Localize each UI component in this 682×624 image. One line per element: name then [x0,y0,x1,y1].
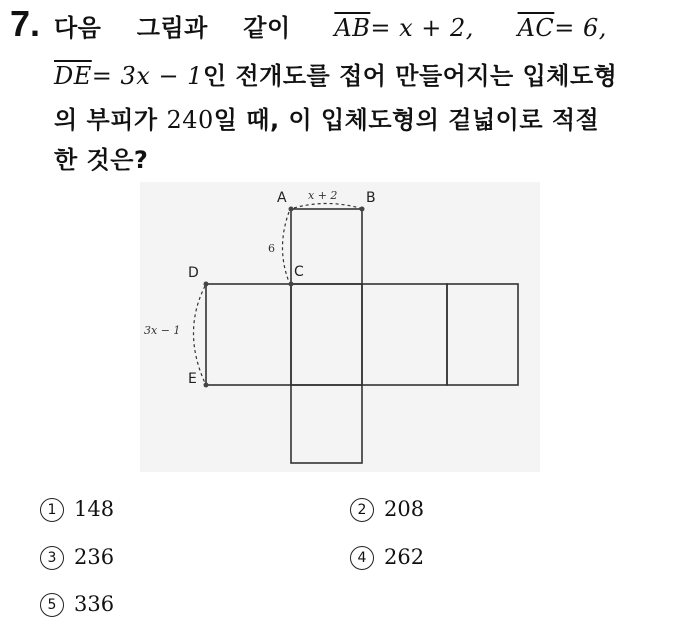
question-line-2 [54,56,617,91]
label-d: D [188,265,199,281]
segment-ac-expr: = 6, [554,14,607,42]
question-line-3-b: 일 때, 이 입체도형의 겉넓이로 적절 [213,106,600,134]
choice-3-value: 236 [74,545,115,569]
choice-1-marker: 1 [40,498,64,522]
figure-background [140,182,540,472]
choice-2-value: 208 [384,497,425,521]
ac-length-label: 6 [268,242,275,255]
label-c: C [294,264,304,280]
segment-ab-expr: = x + 2, [370,14,474,42]
question-line-4: 한 것은? [54,146,149,174]
question-number: 7. [10,3,41,44]
segment-de-expr: = 3x − 1 [91,62,203,90]
choice-2-marker: 2 [350,498,374,522]
choice-5-marker: 5 [40,593,64,617]
net-diagram [140,182,540,472]
choice-4[interactable] [350,545,424,570]
choice-5-value: 336 [74,592,115,616]
label-a: A [277,190,287,206]
segment-ac: $\overline{AC}$ [517,14,555,42]
question-line-2-text: 인 전개도를 접어 만들어지는 입체도형 [202,62,618,90]
choice-1[interactable] [40,497,114,522]
choice-3-marker: 3 [40,546,64,570]
choice-4-value: 262 [384,545,425,569]
question-line-1 [54,8,607,43]
question-intro: 다음 그림과 같이 [54,14,291,42]
choice-3[interactable] [40,545,114,570]
label-e: E [188,371,197,387]
choice-1-value: 148 [74,497,115,521]
segment-ab: $\overline{AB}$ [334,14,371,42]
label-b: B [366,190,376,206]
choice-2[interactable] [350,497,424,522]
choice-4-marker: 4 [350,546,374,570]
point-a [289,207,294,212]
segment-de: $\overline{DE}$ [54,62,92,90]
volume-value: 240 [166,106,214,134]
ab-length-label: x + 2 [308,189,338,202]
question-line-3-a: 의 부피가 [54,106,158,134]
point-d [204,282,209,287]
question-line-3 [54,100,599,135]
point-c [289,282,294,287]
point-b [360,207,365,212]
de-length-label: 3x − 1 [144,324,181,337]
choice-5[interactable] [40,592,114,617]
point-e [204,383,209,388]
